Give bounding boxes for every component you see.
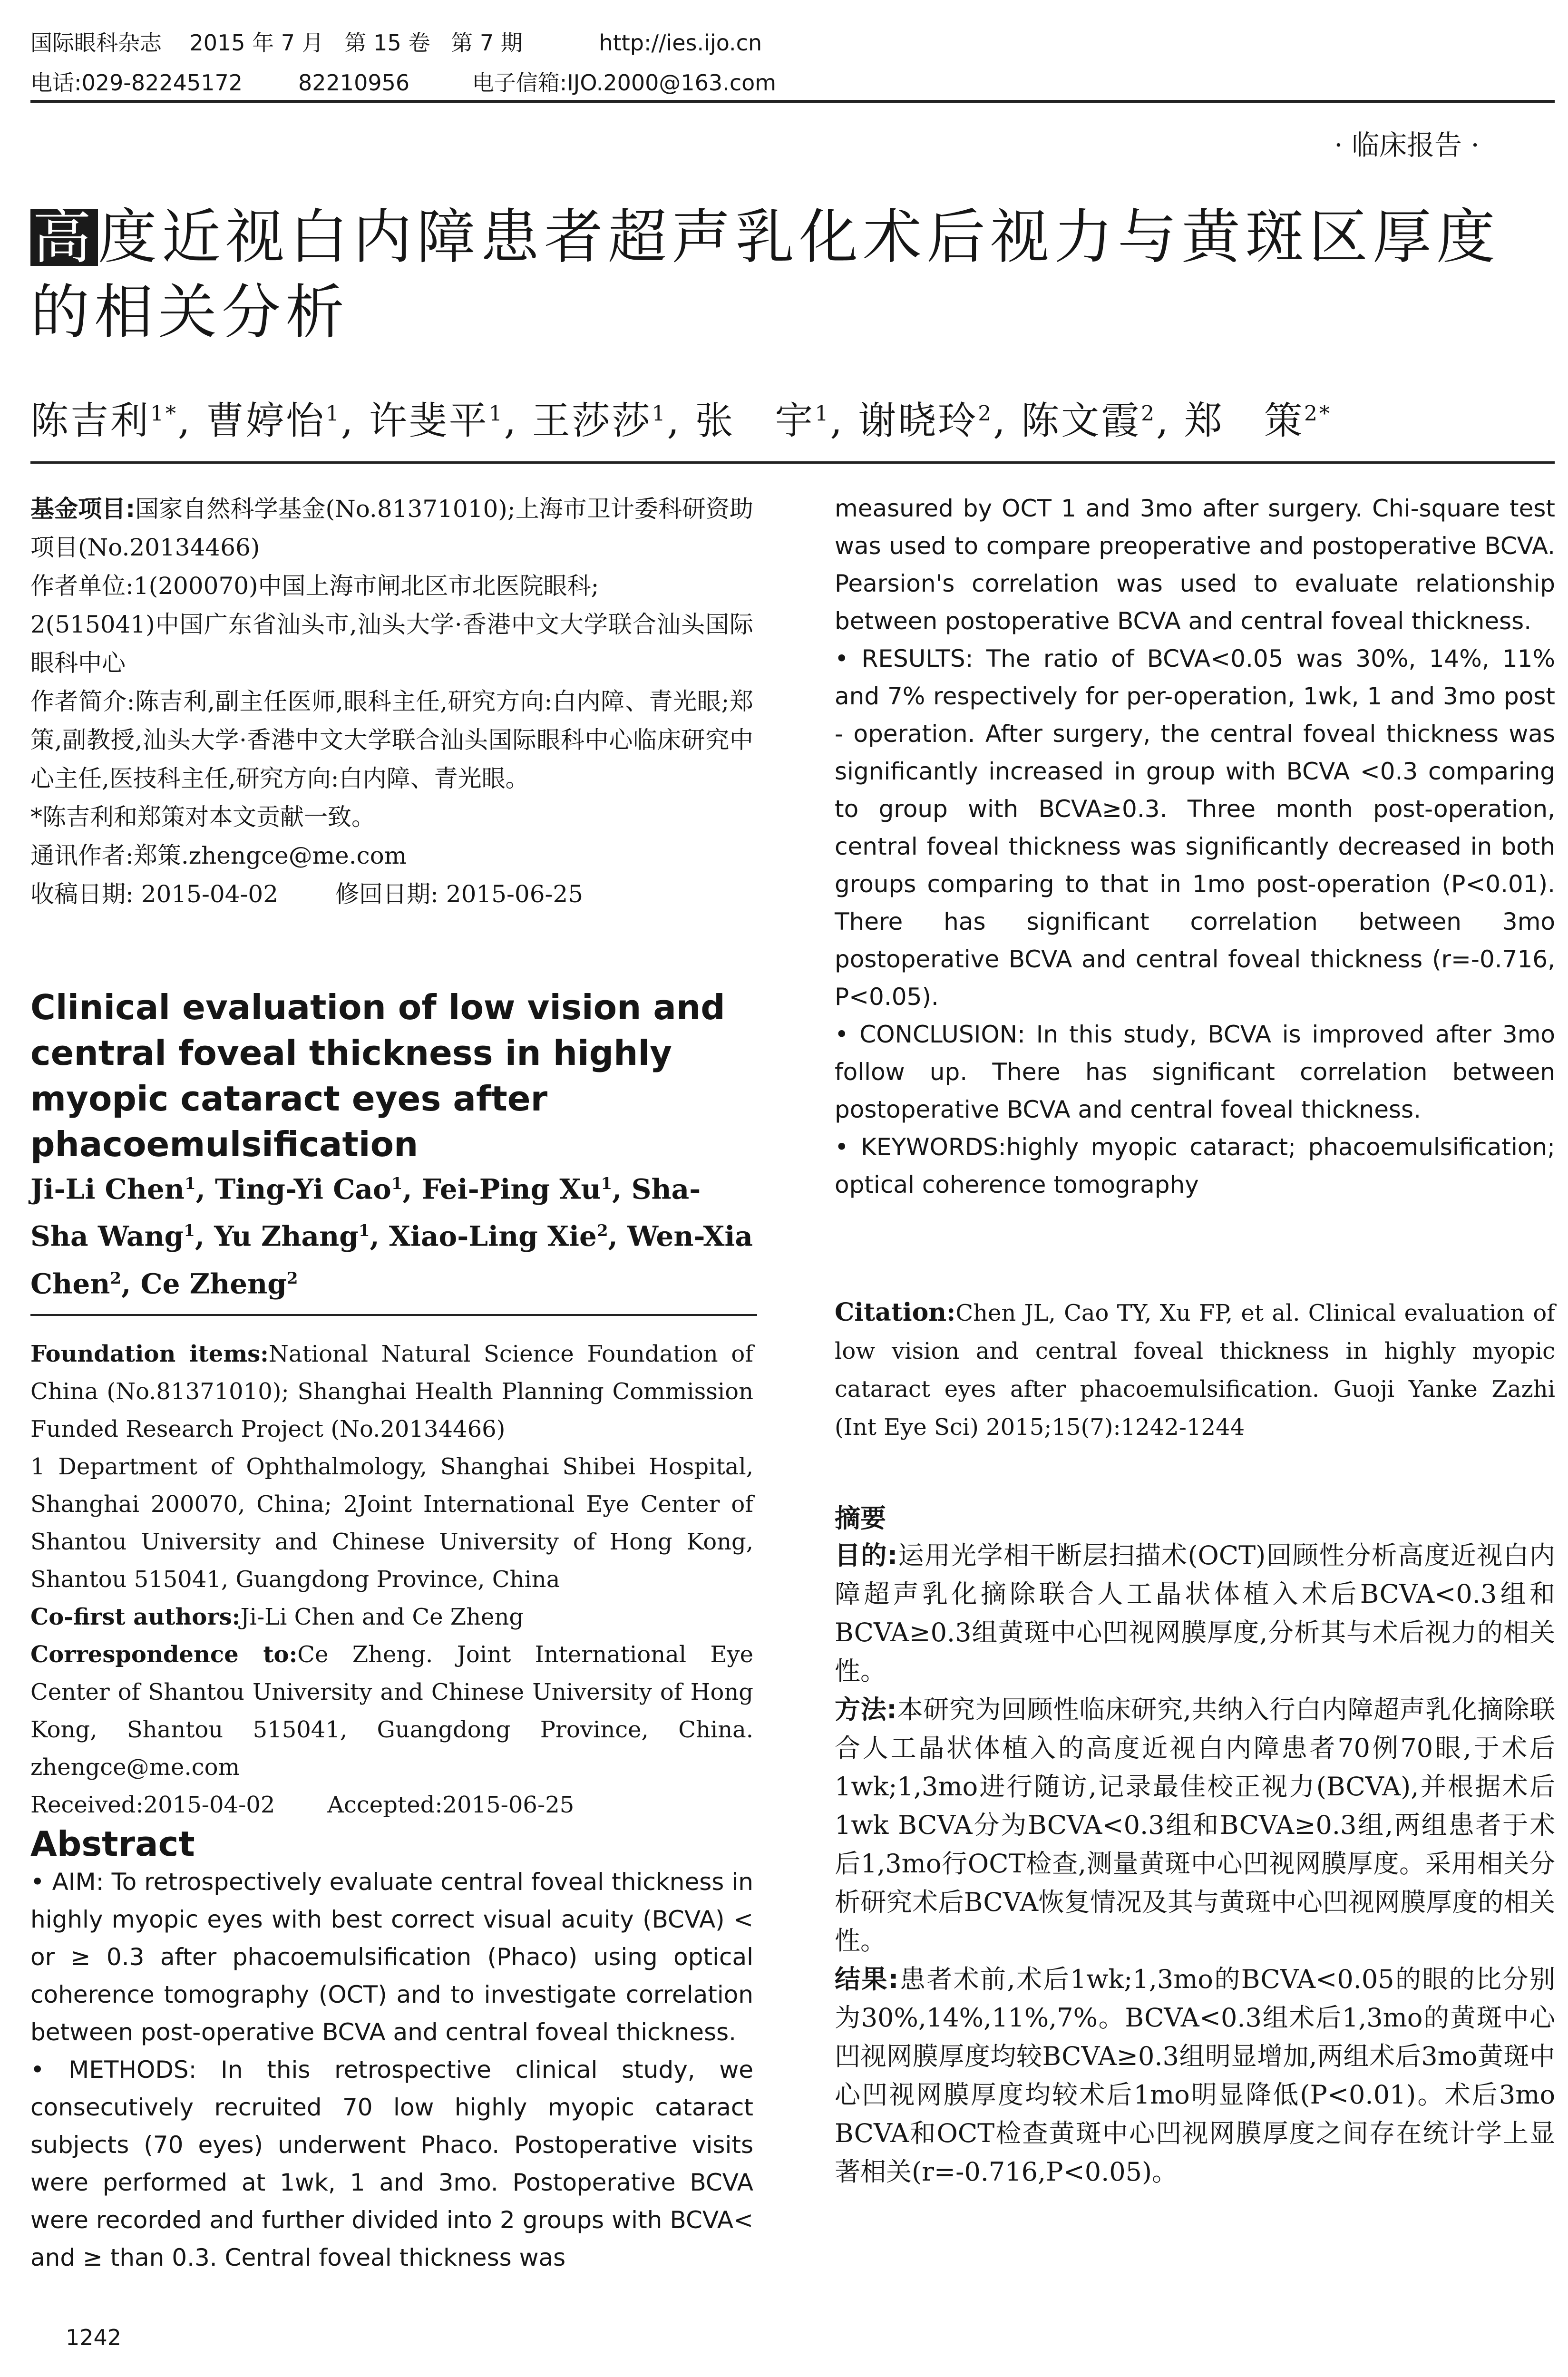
left-column-rule <box>30 1314 757 1316</box>
abstract-heading: Abstract <box>30 1824 195 1864</box>
header-rule <box>30 100 1555 103</box>
zhaiyao-aim-label: 目的: <box>835 1540 898 1570</box>
author-zh-sup: 2 <box>978 401 993 426</box>
author-en-sup: 1 <box>184 1221 195 1241</box>
unit-zh-label: 作者单位: <box>30 572 134 600</box>
journal-header-line: 国际眼科杂志 2015 年 7 月 第 15 卷 第 7 期 http://ies.ijo.cn <box>30 30 762 56</box>
equal-contribution-note: *陈吉利和郑策对本文贡献一致。 <box>30 803 375 831</box>
author-zh-sup: 2 <box>1141 401 1157 426</box>
author-zh-sup: 1 <box>652 401 667 426</box>
author-en-sup: 2 <box>596 1221 608 1241</box>
correspondence-text: Ce Zheng. Joint International Eye Center of Shantou University and Chinese University of Hong Kong, Shantou 515041, Guangdong Province, China. zhengce@me.com <box>30 1641 753 1781</box>
author-en-sup: 1 <box>601 1174 613 1193</box>
bio-zh-label: 作者简介: <box>30 688 135 715</box>
abstract-methods-cont: measured by OCT 1 and 3mo after surgery. Chi-square test was used to compare preoperative and postoperative BCVA. Pearsion's correlation was used to evaluate relationship between postoperative BCVA and central foveal thickness. <box>835 495 1555 635</box>
fund-zh-label: 基金项目: <box>30 495 136 523</box>
citation <box>835 1294 1555 1446</box>
abstract-right <box>835 490 1555 1204</box>
author-en: Fei-Ping Xu <box>421 1173 601 1206</box>
dates-en <box>30 1786 753 1824</box>
authors-en: Ji-Li Chen$^1$, Ting-Yi Cao$^1$, Fei-Ping Xu$^1$, Sha-Sha Wang$^1$, Yu Zhang$^1$, Xiao-Ling Xie$^2$, Wen-Xia Chen$^2$, Ce Zheng$^2$ <box>30 1173 753 1300</box>
zhaiyao-method-text: 本研究为回顾性临床研究,共纳入行白内障超声乳化摘除联合人工晶状体植入的高度近视白内障患者70例70眼,于术后1wk;1,3mo进行随访,记录最佳校正视力(BCVA),并根据术后1wk BCVA分为BCVA<0.3组和BCVA≥0.3组,两组患者于术后1,3mo行OCT检查,测量黄斑中心凹视网膜厚度。采用相关分析研究术后BCVA恢复情况及其与黄斑中心凹视网膜厚度的相关性。 <box>835 1695 1555 1956</box>
abstract-conclusion: • CONCLUSION: In this study, BCVA is improved after 3mo follow up. There has significant correlation between postoperative BCVA and central foveal thickness. <box>835 1021 1555 1123</box>
journal-contact-line: 电话:029-82245172 82210956 电子信箱:IJO.2000@163.com <box>30 70 777 96</box>
received-en: Received:2015-04-02 <box>30 1792 275 1818</box>
author-en-sup: 1 <box>391 1174 403 1193</box>
accepted-en: Accepted:2015-06-25 <box>327 1792 575 1818</box>
author-en: Wen-Xia Chen <box>30 1220 753 1300</box>
author-en-sup: 1 <box>184 1174 196 1193</box>
abstract-left <box>30 1863 753 2277</box>
author-zh: 许斐平 <box>369 399 489 443</box>
article-info-zh <box>30 490 753 914</box>
authors-zh: 陈吉利$^{1*}$, 曹婷怡$^1$, 许斐平$^1$, 王莎莎$^1$, 张 宇$^1$, 谢晓玲$^2$, 陈文霞$^2$, 郑 策$^{2*}$ <box>30 399 1332 443</box>
corr-zh <box>30 837 753 875</box>
author-zh: 陈吉利 <box>30 399 150 443</box>
title-initial: 高 <box>30 209 98 266</box>
zhaiyao-method-label: 方法: <box>835 1695 897 1724</box>
zhaiyao-aim <box>835 1536 1555 1690</box>
fund-zh <box>30 490 753 567</box>
citation-text: Chen JL, Cao TY, Xu FP, et al. Clinical evaluation of low vision and central foveal thickness in highly myopic cataract eyes after phacoemulsification. Guoji Yanke Zazhi (Int Eye Sci) 2015;15(7):1242-1244 <box>835 1300 1555 1441</box>
author-zh: 张 宇 <box>695 399 815 443</box>
fund-zh-text: 国家自然科学基金(No.81371010);上海市卫计委科研资助项目(No.20134466) <box>30 495 754 561</box>
foundation-items <box>30 1335 753 1448</box>
article-title-zh <box>30 200 1557 350</box>
co-first-text: Ji-Li Chen and Ce Zheng <box>240 1604 524 1630</box>
author-zh: 郑 策 <box>1184 399 1305 443</box>
author-en: Yu Zhang <box>214 1220 359 1253</box>
section-tag: · 临床报告 · <box>1334 129 1480 161</box>
author-en-sup: 1 <box>358 1221 370 1241</box>
corr-zh-text: 郑策.zhengce@me.com <box>133 842 407 869</box>
revised-zh: 修回日期: 2015-06-25 <box>335 880 584 908</box>
corr-zh-label: 通讯作者: <box>30 842 134 869</box>
page-number: 1242 <box>66 2325 122 2350</box>
unit-zh-1: 1(200070)中国上海市闸北区市北医院眼科; <box>133 572 599 600</box>
author-en-sup: 2 <box>110 1268 122 1288</box>
correspondence-label: Correspondence to: <box>30 1641 298 1668</box>
zhaiyao-heading: 摘要 <box>835 1503 886 1533</box>
zhaiyao-result-text: 患者术前,术后1wk;1,3mo的BCVA<0.05的眼的比分别为30%,14%,11%,7%。BCVA<0.3组术后1,3mo的黄斑中心凹视网膜厚度均较BCVA≥0.3组明显增加,两组术后3mo黄斑中心凹视网膜厚度均较术后1mo明显降低(P<0.01)。术后3mo BCVA和OCT检查黄斑中心凹视网膜厚度之间存在统计学上显著相关(r=-0.716,P<0.05)。 <box>835 1964 1555 2187</box>
dates-zh <box>30 875 753 914</box>
author-en: Ce Zheng <box>140 1267 287 1300</box>
zhaiyao-method <box>835 1690 1555 1960</box>
author-en-sup: 2 <box>286 1268 298 1288</box>
foundation-items-text: National Natural Science Foundation of China (No.81371010); Shanghai Health Planning Commission Funded Research Project (No.20134466) <box>30 1341 753 1442</box>
abstract-keywords: • KEYWORDS:highly myopic cataract; phacoemulsification; optical coherence tomography <box>835 1133 1555 1198</box>
foundation-items-label: Foundation items: <box>30 1341 269 1367</box>
author-en: Ji-Li Chen <box>30 1173 185 1206</box>
bio-zh <box>30 682 753 798</box>
co-first-authors <box>30 1598 753 1636</box>
article-info-en <box>30 1335 753 1824</box>
received-zh: 收稿日期: 2015-04-02 <box>30 880 279 908</box>
author-zh-sup: 1 <box>815 401 830 426</box>
zhaiyao-result-label: 结果: <box>835 1964 899 1994</box>
abstract-methods: • METHODS: In this retrospective clinical study, we consecutively recruited 70 low highly myopic cataract subjects (70 eyes) underwent Phaco. Postoperative visits were performed at 1wk, 1 and 3mo. Postoperative BCVA were recorded and further divided into 2 groups with BCVA< and ≥ than 0.3. Central foveal thickness was <box>30 2056 753 2271</box>
zhaiyao-result <box>835 1960 1555 2191</box>
author-zh-sup: 1 <box>325 401 341 426</box>
affiliations-en: 1 Department of Ophthalmology, Shanghai Shibei Hospital, Shanghai 200070, China; 2Joint International Eye Center of Shantou University and Chinese University of Hong Kong, Shantou 515041, Guangdong Province, China <box>30 1453 753 1593</box>
author-zh-sup: 1* <box>150 401 178 426</box>
co-first-label: Co-first authors: <box>30 1604 241 1630</box>
abstract-results: • RESULTS: The ratio of BCVA<0.05 was 30%, 14%, 11% and 7% respectively for per-operation, 1wk, 1 and 3mo post - operation. After surgery, the central foveal thickness was significantly increased in group with BCVA <0.3 comparing to group with BCVA≥0.3. Three month post-operation, central foveal thickness was significantly decreased in both groups comparing to that in 1mo post-operation (P<0.01). There has significant correlation between 3mo postoperative BCVA and central foveal thickness (r=-0.716, P<0.05). <box>835 645 1555 1011</box>
zhaiyao-body <box>835 1536 1555 2191</box>
title-rest: 度近视白内障患者超声乳化术后视力与黄斑区厚度的相关分析 <box>30 203 1500 347</box>
author-zh: 陈文霞 <box>1021 399 1141 443</box>
abstract-aim: • AIM: To retrospectively evaluate central foveal thickness in highly myopic eyes with best correct visual acuity (BCVA) < or ≥ 0.3 after phacoemulsification (Phaco) using optical coherence tomography (OCT) and to investigate correlation between post-operative BCVA and central foveal thickness. <box>30 1868 753 2046</box>
author-zh-sup: 2* <box>1304 401 1332 426</box>
zhaiyao-aim-text: 运用光学相干断层扫描术(OCT)回顾性分析高度近视白内障超声乳化摘除联合人工晶状体植入术后BCVA<0.3组和BCVA≥0.3组黄斑中心凹视网膜厚度,分析其与术后视力的相关性。 <box>835 1540 1556 1686</box>
author-zh: 谢晓玲 <box>858 399 978 443</box>
citation-label: Citation: <box>835 1298 956 1327</box>
author-en: Sha-Sha Wang <box>30 1173 701 1253</box>
correspondence-en <box>30 1636 753 1786</box>
author-zh: 王莎莎 <box>532 399 652 443</box>
unit-zh <box>30 567 753 605</box>
article-title-en: Clinical evaluation of low vision and central foveal thickness in highly myopic cataract eyes after phacoemulsification <box>30 987 725 1164</box>
author-zh-sup: 1 <box>488 401 504 426</box>
author-zh: 曹婷怡 <box>205 399 326 443</box>
bio-zh-text: 陈吉利,副主任医师,眼科主任,研究方向:白内障、青光眼;郑策,副教授,汕头大学·香港中文大学联合汕头国际眼科中心临床研究中心主任,医技科主任,研究方向:白内障、青光眼。 <box>30 688 753 792</box>
unit-zh-2: 2(515041)中国广东省汕头市,汕头大学·香港中文大学联合汕头国际眼科中心 <box>30 611 753 677</box>
author-en: Xiao-Ling Xie <box>389 1220 597 1253</box>
author-en: Ting-Yi Cao <box>215 1173 391 1206</box>
authors-rule <box>30 461 1555 464</box>
